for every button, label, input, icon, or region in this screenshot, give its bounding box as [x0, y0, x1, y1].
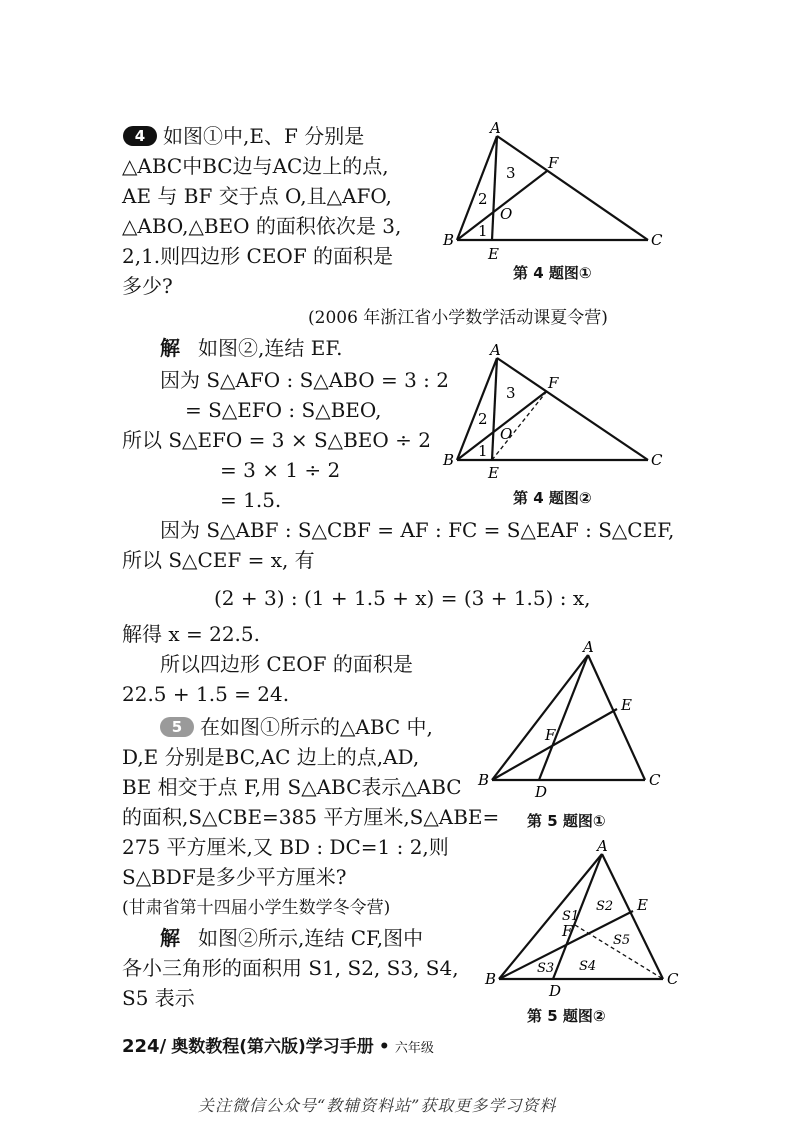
problem5-line-2: D,E 分别是BC,AC 边上的点,AD, [122, 745, 420, 769]
fig5-1-label-f: F [545, 726, 556, 744]
fig4-1-line-ae [492, 136, 497, 240]
fig5-1-line-ab [492, 655, 588, 780]
fig4-2-label-c: C [651, 451, 663, 469]
solution4-line-5: = 1.5. [220, 488, 282, 512]
fig5-2-area-s4: S4 [579, 959, 597, 974]
fig5-2-label-d: D [549, 982, 562, 998]
problem5-line-6: S△BDF是多少平方厘米? [122, 865, 347, 889]
fig5-1-line-be [492, 709, 617, 780]
solution5-line-2: 各小三角形的面积用 S1, S2, S3, S4, [122, 956, 459, 980]
solution4-equation: (2 + 3) : (1 + 1.5 + x) = (3 + 1.5) : x, [214, 586, 591, 610]
fig4-2-area-3: 3 [506, 384, 516, 402]
problem4-number-badge: 4 [123, 126, 157, 146]
fig5-1-line-ac [588, 655, 645, 780]
solution5-line-3: S5 表示 [122, 986, 195, 1010]
fig5-2-label-c: C [667, 970, 679, 988]
figure-5-1-caption: 第 5 题图① [527, 812, 606, 830]
fig5-1-line-ad [539, 655, 588, 780]
problem4-line-1: 4 如图①中,E、F 分别是 [123, 122, 364, 150]
solution4-line-6: 因为 S△ABF : S△CBF = AF : FC = S△EAF : S△CEF, [160, 518, 675, 542]
grade-label: 六年级 [394, 1041, 434, 1056]
fig4-1-line-ac [497, 136, 648, 240]
fig4-1-area-2: 2 [478, 190, 488, 208]
fig4-2-label-b: B [443, 451, 455, 469]
page-footer [122, 1032, 434, 1057]
footer-bullet: • [378, 1037, 390, 1057]
problem5-source: (甘肃省第十四届小学生数学冬令营) [122, 898, 391, 918]
fig4-2-label-f: F [548, 374, 559, 392]
fig4-1-label-e: E [488, 245, 499, 263]
fig5-2-line-ac [602, 854, 663, 979]
figure-5-2-caption: 第 5 题图② [527, 1007, 606, 1025]
problem4-line-3: AE 与 BF 交于点 O,且△AFO, [122, 184, 392, 208]
figure-4-2 [440, 342, 670, 492]
solution4-keyword: 解 [160, 336, 180, 360]
fig4-1-label-a: A [490, 119, 501, 137]
figure-5-1 [465, 640, 695, 800]
fig5-2-area-s1: S1 [562, 909, 580, 924]
fig4-1-label-b: B [443, 231, 455, 249]
fig5-2-area-s2: S2 [596, 899, 614, 914]
problem5-line-4: 的面积,S△CBE=385 平方厘米,S△ABE= [122, 805, 500, 829]
solution4-line-9: 解得 x = 22.5. [122, 622, 260, 646]
fig4-2-label-e: E [488, 464, 499, 482]
problem5-line-1: 5 在如图①所示的△ABC 中, [160, 713, 433, 741]
figure-4-1 [440, 118, 670, 283]
solution4-intro: 解 如图②,连结 EF. [160, 336, 343, 360]
fig5-2-area-s3: S3 [537, 961, 555, 976]
fig4-2-label-o: O [500, 425, 513, 443]
problem4-line-5: 2,1.则四边形 CEOF 的面积是 [122, 244, 394, 268]
problem4-line-6: 多少? [122, 274, 173, 298]
fig5-2-label-b: B [485, 970, 497, 988]
problem5-line-5: 275 平方厘米,又 BD : DC=1 : 2,则 [122, 835, 449, 859]
problem5-number-badge: 5 [160, 717, 194, 737]
fig5-2-label-f: F [562, 922, 573, 940]
fig4-1-label-o: O [500, 205, 513, 223]
fig5-1-label-b: B [478, 771, 490, 789]
fig4-2-area-1: 1 [478, 442, 488, 460]
fig4-1-label-c: C [651, 231, 663, 249]
fig5-2-area-s5: S5 [613, 933, 631, 948]
fig4-1-area-3: 3 [506, 164, 516, 182]
solution4-line-4: = 3 × 1 ÷ 2 [220, 458, 341, 482]
figure-4-2-caption: 第 4 题图② [513, 489, 592, 507]
fig5-1-label-e: E [621, 696, 632, 714]
solution4-line-2: = S△EFO : S△BEO, [185, 398, 382, 422]
page-number: 224/ [122, 1036, 167, 1057]
fig5-1-label-a: A [583, 640, 594, 656]
problem4-source: (2006 年浙江省小学数学活动课夏令营) [308, 308, 608, 328]
book-title: 奥数教程(第六版)学习手册 [171, 1037, 374, 1057]
figure-5-2 [465, 838, 695, 998]
bottom-note: 关注微信公众号“教辅资料站”获取更多学习资料 [198, 1096, 557, 1115]
problem4-line-4: △ABO,△BEO 的面积依次是 3, [122, 214, 402, 238]
problem4-line-2: △ABC中BC边与AC边上的点, [122, 154, 389, 178]
figure-4-1-caption: 第 4 题图① [513, 264, 592, 282]
fig5-2-label-a: A [597, 838, 608, 855]
solution5-keyword: 解 [160, 926, 180, 950]
solution4-line-11: 22.5 + 1.5 = 24. [122, 682, 290, 706]
solution4-line-7: 所以 S△CEF = x, 有 [122, 548, 315, 572]
solution4-line-10: 所以四边形 CEOF 的面积是 [160, 652, 413, 676]
fig4-2-line-ac [497, 358, 648, 460]
fig4-2-label-a: A [490, 342, 501, 359]
fig5-1-label-d: D [535, 783, 548, 800]
problem5-line-3: BE 相交于点 F,用 S△ABC表示△ABC [122, 775, 462, 799]
fig4-2-area-2: 2 [478, 410, 488, 428]
fig5-2-label-e: E [637, 896, 648, 914]
solution5-line-1: 解 如图②所示,连结 CF,图中 [160, 926, 424, 950]
solution4-line-1: 因为 S△AFO : S△ABO = 3 : 2 [160, 368, 449, 392]
fig5-1-label-c: C [649, 771, 661, 789]
fig4-2-line-ae [492, 358, 497, 460]
fig4-1-label-f: F [548, 154, 559, 172]
solution4-line-3: 所以 S△EFO = 3 × S△BEO ÷ 2 [122, 428, 431, 452]
fig4-1-area-1: 1 [478, 222, 488, 240]
